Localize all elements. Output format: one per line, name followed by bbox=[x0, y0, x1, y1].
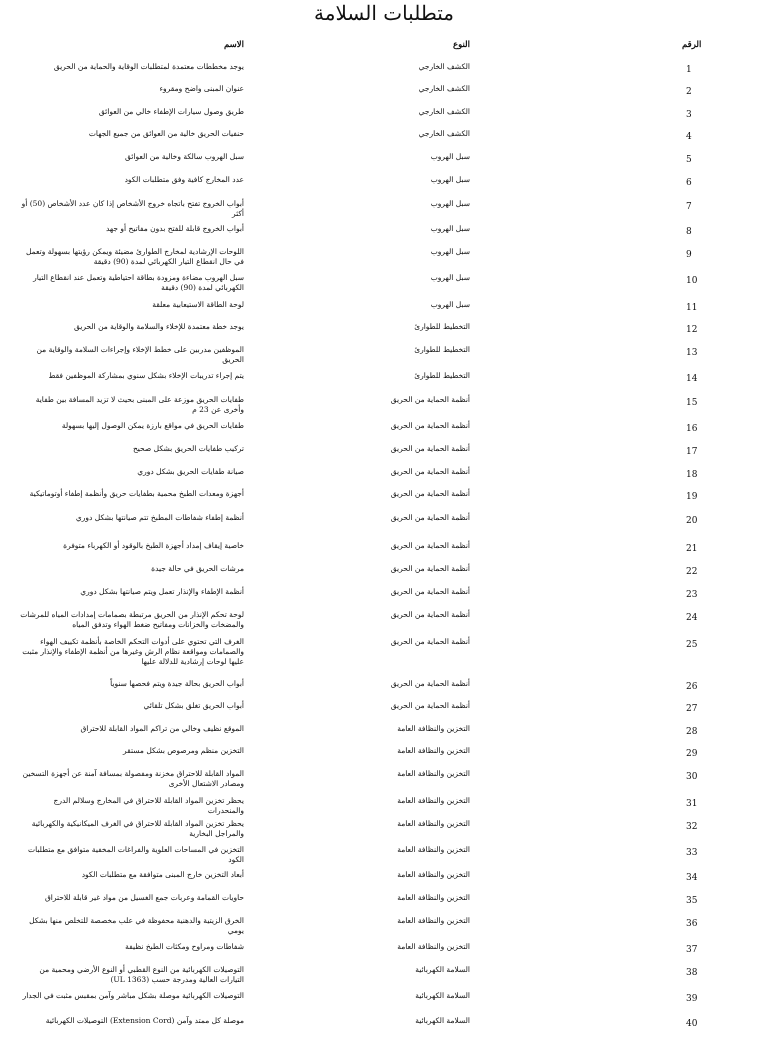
table-row bbox=[0, 467, 768, 489]
row-number: 10 bbox=[686, 276, 698, 286]
row-number: 30 bbox=[686, 772, 698, 782]
table-row bbox=[0, 247, 768, 269]
row-name: حاويات القمامة وعربات جمع الغسيل من مواد غير قابلة للاحتراق bbox=[44, 893, 244, 902]
row-name: التخزين في المساحات العلوية والفراغات المخفية متوافق مع متطلبات الكود bbox=[28, 845, 244, 864]
row-type: سبل الهروب bbox=[430, 224, 470, 233]
row-number: 28 bbox=[686, 727, 698, 737]
table-row bbox=[0, 300, 768, 322]
row-name: أبعاد التخزين خارج المبنى متوافقة مع متطلبات الكود bbox=[81, 870, 244, 879]
table-row bbox=[0, 916, 768, 938]
row-name: التخزين منظم ومرصوص بشكل مستقر bbox=[123, 746, 244, 755]
row-name: اللوحات الإرشادية لمخارج الطوارئ مضيئة ويمكن رؤيتها بسهولة وتعمل في حال انقطاع التيار الكهربائي لمدة (90) دقيقة bbox=[25, 247, 244, 266]
row-number: 2 bbox=[686, 87, 692, 97]
table-row bbox=[0, 796, 768, 818]
table-row bbox=[0, 701, 768, 723]
row-name: يوجد مخططات معتمدة لمتطلبات الوقاية والحماية من الحريق bbox=[53, 62, 244, 71]
row-name: تركيب طفايات الحريق بشكل صحيح bbox=[132, 444, 244, 453]
row-name: أجهزة ومعدات الطبخ محمية بطفايات حريق وأنظمة إطفاء أوتوماتيكية bbox=[29, 489, 244, 498]
table-row bbox=[0, 746, 768, 768]
row-number: 21 bbox=[686, 544, 698, 554]
row-number: 14 bbox=[686, 374, 698, 384]
table-row bbox=[0, 489, 768, 511]
row-number: 1 bbox=[686, 65, 692, 75]
row-type: أنظمة الحماية من الحريق bbox=[390, 587, 470, 596]
row-name: أنظمة إطفاء شفاطات المطبخ تتم صيانتها بشكل دوري bbox=[75, 513, 244, 522]
column-header-name: الاسم bbox=[224, 40, 244, 50]
table-row bbox=[0, 541, 768, 563]
row-type: السلامة الكهربائية bbox=[415, 965, 470, 974]
row-name: الموظفين مدربين على خطط الإخلاء وإجراءات السلامة والوقاية من الحريق bbox=[36, 345, 244, 364]
row-type: الكشف الخارجي bbox=[418, 62, 470, 71]
row-name: طريق وصول سيارات الإطفاء خالي من العوائق bbox=[98, 107, 244, 116]
table-row bbox=[0, 84, 768, 106]
row-name: أبواب الخروج قابلة للفتح بدون مفاتيح أو جهد bbox=[106, 224, 244, 233]
row-type: الكشف الخارجي bbox=[418, 107, 470, 116]
row-number: 29 bbox=[686, 749, 698, 759]
row-name: عنوان المبنى واضح ومقروء bbox=[159, 84, 244, 93]
row-name: المواد القابلة للاحتراق مخزنة ومفصولة بمسافة آمنة عن أجهزة التسخين ومصادر الاشتعال الأخرى bbox=[22, 769, 244, 788]
row-name: لوحة تحكم الإنذار من الحريق مرتبطة بصمامات إمدادات المياه للمرشات والمضخات والخزانات ومفاتيح ضغط الهواء وتدفق المياه bbox=[20, 610, 244, 629]
table-row bbox=[0, 444, 768, 466]
row-type: التخزين والنظافة العامة bbox=[397, 769, 470, 778]
table-row bbox=[0, 965, 768, 987]
row-type: التخزين والنظافة العامة bbox=[397, 942, 470, 951]
row-type: أنظمة الحماية من الحريق bbox=[390, 610, 470, 619]
table-row bbox=[0, 845, 768, 867]
row-type: أنظمة الحماية من الحريق bbox=[390, 444, 470, 453]
table-row bbox=[0, 175, 768, 197]
table-row bbox=[0, 371, 768, 393]
table-row bbox=[0, 587, 768, 609]
row-type: سبل الهروب bbox=[430, 247, 470, 256]
row-name: عدد المخارج كافية وفق متطلبات الكود bbox=[124, 175, 244, 184]
row-number: 33 bbox=[686, 848, 698, 858]
row-name: الموقع نظيف وخالي من تراكم المواد القابلة للاحتراق bbox=[80, 724, 244, 733]
row-number: 25 bbox=[686, 640, 698, 650]
table-row bbox=[0, 870, 768, 892]
row-name: أبواب الحريق بحالة جيدة ويتم فحصها سنوياً bbox=[110, 679, 244, 688]
row-type: التخزين والنظافة العامة bbox=[397, 796, 470, 805]
row-type: التخزين والنظافة العامة bbox=[397, 746, 470, 755]
row-type: الكشف الخارجي bbox=[418, 129, 470, 138]
column-header-number: الرقم bbox=[682, 40, 702, 50]
row-type: التخزين والنظافة العامة bbox=[397, 845, 470, 854]
table-row bbox=[0, 513, 768, 535]
row-name: موصلة كل ممتد وآمن (Extension Cord) التوصيلات الكهربائية bbox=[45, 1016, 244, 1025]
row-name: التوصيلات الكهربائية من النوع القطبي أو النوع الأرضي ومحمية من التيارات العالية ومدرجة حسب (UL 1363) bbox=[39, 965, 244, 984]
row-type: الكشف الخارجي bbox=[418, 84, 470, 93]
table-row bbox=[0, 322, 768, 344]
row-number: 20 bbox=[686, 516, 698, 526]
row-number: 16 bbox=[686, 424, 698, 434]
row-type: أنظمة الحماية من الحريق bbox=[390, 679, 470, 688]
row-name: سبل الهروب مضاءة ومزودة بطاقة احتياطية وتعمل عند انقطاع التيار الكهربائي لمدة (90) دقيقة bbox=[33, 273, 244, 292]
row-type: التخزين والنظافة العامة bbox=[397, 724, 470, 733]
table-row bbox=[0, 679, 768, 701]
row-name: يوجد خطة معتمدة للإخلاء والسلامة والوقاية من الحريق bbox=[74, 322, 244, 331]
row-number: 17 bbox=[686, 447, 698, 457]
row-type: سبل الهروب bbox=[430, 199, 470, 208]
row-type: التخطيط للطوارئ bbox=[414, 322, 470, 331]
row-number: 34 bbox=[686, 873, 698, 883]
row-number: 23 bbox=[686, 590, 698, 600]
row-number: 11 bbox=[686, 303, 698, 313]
row-number: 39 bbox=[686, 994, 698, 1004]
row-number: 12 bbox=[686, 325, 698, 335]
row-number: 26 bbox=[686, 682, 698, 692]
table-row bbox=[0, 224, 768, 246]
row-type: السلامة الكهربائية bbox=[415, 991, 470, 1000]
row-type: أنظمة الحماية من الحريق bbox=[390, 467, 470, 476]
row-name: طفايات الحريق في مواقع بارزة يمكن الوصول إليها بسهولة bbox=[61, 421, 244, 430]
row-number: 15 bbox=[686, 398, 698, 408]
row-name: يتم إجراء تدريبات الإخلاء بشكل سنوي بمشاركة الموظفين فقط bbox=[48, 371, 244, 380]
table-row bbox=[0, 273, 768, 295]
row-type: أنظمة الحماية من الحريق bbox=[390, 564, 470, 573]
table-row bbox=[0, 107, 768, 129]
table-row bbox=[0, 819, 768, 841]
row-name: طفايات الحريق موزعة على المبنى بحيث لا تزيد المسافة بين طفاية وأخرى عن 23 م bbox=[35, 395, 244, 414]
table-row bbox=[0, 152, 768, 174]
table-row bbox=[0, 395, 768, 417]
row-number: 13 bbox=[686, 348, 698, 358]
page-title: متطلبات السلامة bbox=[314, 1, 454, 25]
table-row bbox=[0, 942, 768, 964]
row-number: 4 bbox=[686, 132, 692, 142]
row-number: 24 bbox=[686, 613, 698, 623]
row-number: 35 bbox=[686, 896, 698, 906]
table-row bbox=[0, 893, 768, 915]
row-name: الغرف التي تحتوي على أدوات التحكم الخاصة بأنظمة تكييف الهواء والصمامات ومواقعة نظام الرش وغيرها من أنظمة الإطفاء والإنذار مثبت عليها لوحات إرشادية للدلالة عليها bbox=[22, 637, 244, 666]
row-type: أنظمة الحماية من الحريق bbox=[390, 489, 470, 498]
row-name: صيانة طفايات الحريق بشكل دوري bbox=[137, 467, 244, 476]
row-type: أنظمة الحماية من الحريق bbox=[390, 395, 470, 404]
row-number: 9 bbox=[686, 250, 692, 260]
row-type: التخزين والنظافة العامة bbox=[397, 916, 470, 925]
table-row bbox=[0, 610, 768, 632]
row-number: 37 bbox=[686, 945, 698, 955]
table-row bbox=[0, 1016, 768, 1038]
table-row bbox=[0, 991, 768, 1013]
row-type: التخزين والنظافة العامة bbox=[397, 819, 470, 828]
row-name: يحظر تخزين المواد القابلة للاحتراق في المخارج وسلالم الدرج والمنحدرات bbox=[53, 796, 244, 815]
row-type: أنظمة الحماية من الحريق bbox=[390, 513, 470, 522]
row-name: يحظر تخزين المواد القابلة للاحتراق في الغرف الميكانيكية والكهربائية والمراجل البخارية bbox=[31, 819, 244, 838]
row-type: سبل الهروب bbox=[430, 300, 470, 309]
row-number: 7 bbox=[686, 202, 692, 212]
row-type: أنظمة الحماية من الحريق bbox=[390, 541, 470, 550]
row-type: سبل الهروب bbox=[430, 152, 470, 161]
row-number: 40 bbox=[686, 1019, 698, 1029]
table-row bbox=[0, 129, 768, 151]
row-type: أنظمة الحماية من الحريق bbox=[390, 637, 470, 646]
row-number: 3 bbox=[686, 110, 692, 120]
row-type: السلامة الكهربائية bbox=[415, 1016, 470, 1025]
row-number: 38 bbox=[686, 968, 698, 978]
row-number: 27 bbox=[686, 704, 698, 714]
row-number: 18 bbox=[686, 470, 698, 480]
row-type: أنظمة الحماية من الحريق bbox=[390, 421, 470, 430]
table-row bbox=[0, 724, 768, 746]
row-name: الخرق الزيتية والدهنية محفوظة في علب مخصصة للتخلص منها بشكل يومي bbox=[29, 916, 244, 935]
table-row bbox=[0, 62, 768, 84]
row-number: 8 bbox=[686, 227, 692, 237]
row-type: التخطيط للطوارئ bbox=[414, 345, 470, 354]
row-name: خاصية إيقاف إمداد أجهزة الطبخ بالوقود أو الكهرباء متوفرة bbox=[63, 541, 244, 550]
row-type: سبل الهروب bbox=[430, 175, 470, 184]
row-number: 6 bbox=[686, 178, 692, 188]
row-name: سبل الهروب سالكة وخالية من العوائق bbox=[125, 152, 244, 161]
row-type: أنظمة الحماية من الحريق bbox=[390, 701, 470, 710]
row-number: 32 bbox=[686, 822, 698, 832]
row-name: أنظمة الإطفاء والإنذار تعمل ويتم صيانتها بشكل دوري bbox=[80, 587, 244, 596]
row-name: مرشات الحريق في حالة جيدة bbox=[151, 564, 244, 573]
row-type: التخزين والنظافة العامة bbox=[397, 870, 470, 879]
column-header-type: النوع bbox=[453, 40, 470, 50]
table-row bbox=[0, 564, 768, 586]
row-number: 36 bbox=[686, 919, 698, 929]
table-row bbox=[0, 345, 768, 367]
table-row bbox=[0, 637, 768, 666]
row-name: التوصيلات الكهربائية موصلة بشكل مباشر وآمن بمقبس مثبت في الجدار bbox=[22, 991, 244, 1000]
row-type: التخطيط للطوارئ bbox=[414, 371, 470, 380]
row-number: 19 bbox=[686, 492, 698, 502]
table-row bbox=[0, 769, 768, 791]
row-name: حنفيات الحريق خالية من العوائق من جميع الجهات bbox=[88, 129, 244, 138]
table-row bbox=[0, 199, 768, 221]
row-number: 22 bbox=[686, 567, 698, 577]
row-name: أبواب الخروج تفتح باتجاه خروج الأشخاص إذا كان عدد الأشخاص (50) أو أكثر bbox=[21, 199, 244, 218]
row-type: سبل الهروب bbox=[430, 273, 470, 282]
table-row bbox=[0, 421, 768, 443]
row-type: التخزين والنظافة العامة bbox=[397, 893, 470, 902]
row-name: لوحة الطاقة الاستيعابية معلقة bbox=[152, 300, 244, 309]
row-name: أبواب الحريق تغلق بشكل تلقائي bbox=[143, 701, 244, 710]
row-name: شفاطات ومراوح ومكثات الطبخ نظيفة bbox=[125, 942, 244, 951]
row-number: 5 bbox=[686, 155, 692, 165]
row-number: 31 bbox=[686, 799, 698, 809]
